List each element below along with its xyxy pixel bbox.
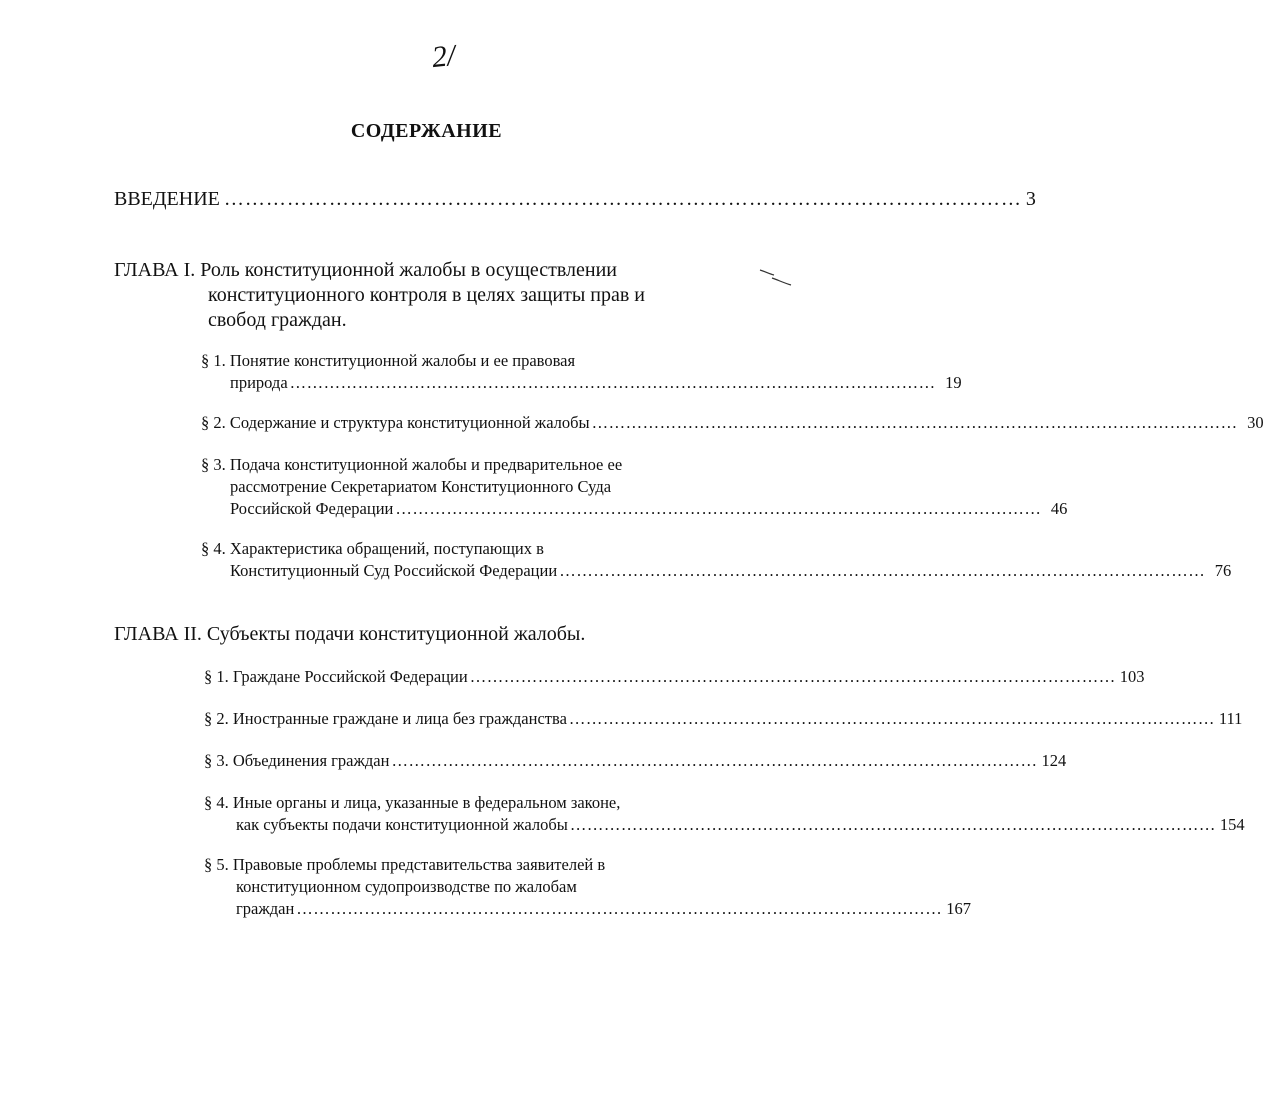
section-page: 111 xyxy=(1218,709,1243,728)
section-text: § 3. Объединения граждан xyxy=(204,751,390,770)
section-last-line xyxy=(201,560,1232,582)
leader-dots: …………………………………………………………………………………………………… xyxy=(568,709,1215,728)
section-text: Российской Федерации xyxy=(230,499,394,518)
section-text: § 2. Иностранные граждане и лица без гражданства xyxy=(204,709,567,728)
chapter-1-title-line-1: ГЛАВА I. Роль конституционной жалобы в осуществлении xyxy=(114,259,617,281)
leader-dots: …………………………………………………………………………………………………… xyxy=(569,815,1216,834)
chapter-1-title-line-3: свобод граждан. xyxy=(208,309,347,331)
section-text: Конституционный Суд Российской Федерации xyxy=(230,561,558,580)
toc-intro-row xyxy=(114,188,1036,211)
toc-section-2-4 xyxy=(204,792,1245,836)
toc-chapter-2 xyxy=(114,622,585,647)
section-last-line xyxy=(204,666,1145,688)
section-last-line xyxy=(204,750,1067,772)
leader-dots: …………………………………………………………………………………………………… xyxy=(559,561,1206,580)
leader-dots: …………………………………………………………………………………………………… xyxy=(395,499,1042,518)
section-page: 76 xyxy=(1214,561,1232,580)
leader-dots: …………………………………………………………………………………………………… xyxy=(469,667,1116,686)
toc-intro-page: 3 xyxy=(1025,188,1036,210)
section-line: рассмотрение Секретариатом Конституционного Суда xyxy=(230,477,612,496)
handwritten-page-number: 2/ xyxy=(430,38,457,75)
section-text: § 1. Граждане Российской Федерации xyxy=(204,667,468,686)
section-text: природа xyxy=(230,373,288,392)
toc-section-2-3 xyxy=(204,750,1067,772)
section-page: 19 xyxy=(945,373,962,392)
section-last-line xyxy=(204,814,1245,836)
section-last-line xyxy=(204,708,1243,730)
toc-chapter-1 xyxy=(114,258,645,333)
chapter-1-title-line-2: конституционного контроля в целях защиты прав и xyxy=(208,284,646,306)
section-last-line xyxy=(204,898,972,920)
section-line: § 5. Правовые проблемы представительства заявителей в xyxy=(204,855,606,874)
section-page: 167 xyxy=(946,899,972,918)
section-last-line xyxy=(201,412,1264,434)
section-page: 154 xyxy=(1219,815,1245,834)
section-line: конституционном судопроизводстве по жалобам xyxy=(236,877,577,896)
toc-section-2-2 xyxy=(204,708,1243,730)
section-page: 30 xyxy=(1247,413,1264,432)
section-last-line xyxy=(201,372,962,394)
leader-dots: …………………………………………………………………………………………………… xyxy=(223,188,1022,210)
leader-dots: …………………………………………………………………………………………………… xyxy=(296,899,943,918)
toc-intro-label: ВВЕДЕНИЕ xyxy=(114,188,220,210)
section-last-line xyxy=(201,498,1068,520)
toc-section-1-1 xyxy=(201,350,962,394)
section-line: § 4. Иные органы и лица, указанные в федеральном законе, xyxy=(204,793,621,812)
section-line: § 4. Характеристика обращений, поступающих в xyxy=(201,539,544,558)
toc-section-2-5 xyxy=(204,854,972,920)
section-line: § 1. Понятие конституционной жалобы и ее правовая xyxy=(201,351,576,370)
toc-section-1-2 xyxy=(201,412,1264,434)
section-text: граждан xyxy=(236,899,295,918)
toc-section-1-3 xyxy=(201,454,1068,520)
leader-dots: …………………………………………………………………………………………………… xyxy=(391,751,1038,770)
section-line: § 3. Подача конституционной жалобы и предварительное ее xyxy=(201,455,623,474)
section-page: 124 xyxy=(1041,751,1067,770)
toc-section-1-4 xyxy=(201,538,1232,582)
toc-section-2-1 xyxy=(204,666,1145,688)
section-page: 103 xyxy=(1119,667,1145,686)
section-text: как субъекты подачи конституционной жалобы xyxy=(236,815,568,834)
section-page: 46 xyxy=(1050,499,1068,518)
leader-dots: …………………………………………………………………………………………………… xyxy=(289,373,936,392)
leader-dots: …………………………………………………………………………………………………… xyxy=(591,413,1238,432)
pen-mark xyxy=(758,266,792,290)
section-text: § 2. Содержание и структура конституционной жалобы xyxy=(201,413,590,432)
page-title: СОДЕРЖАНИЕ xyxy=(350,120,503,142)
chapter-2-title-line-1: ГЛАВА II. Субъекты подачи конституционной жалобы. xyxy=(114,623,586,645)
